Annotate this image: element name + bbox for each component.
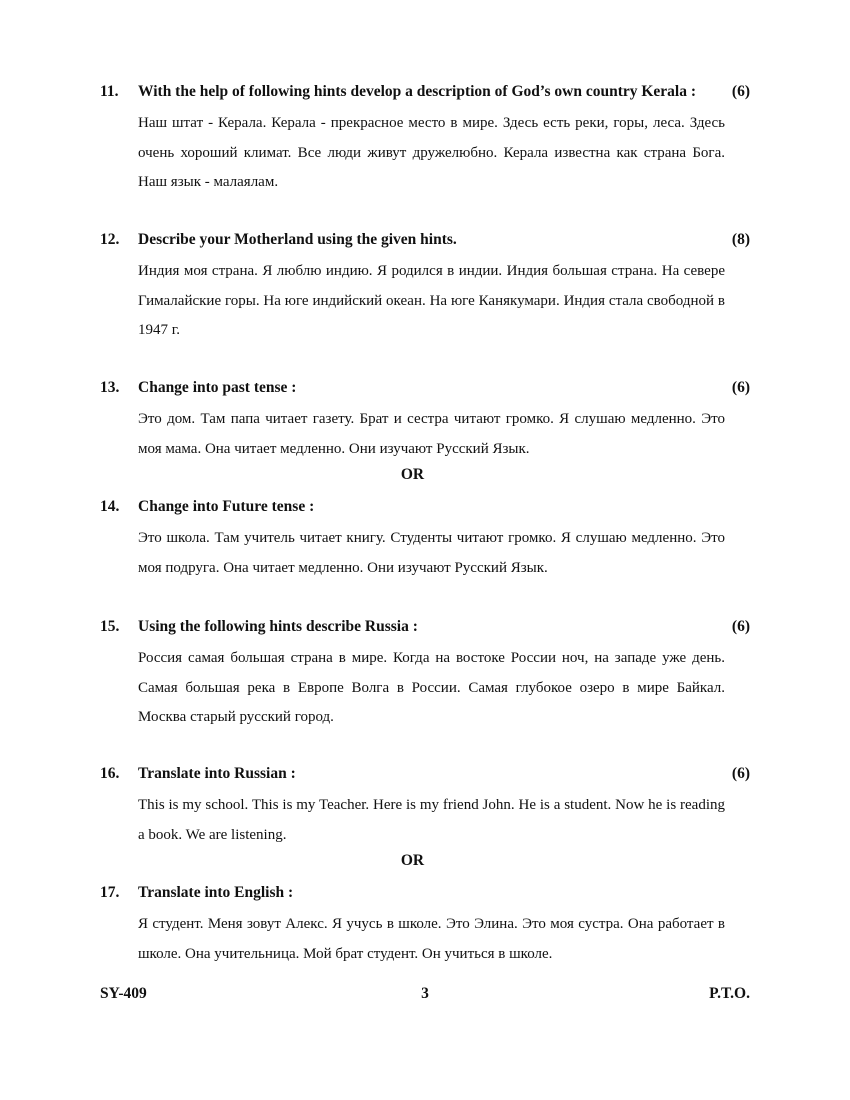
pto-label: P.T.O. (709, 985, 750, 1002)
question-body: Я студент. Меня зовут Алекс. Я учусь в школе. Это Элина. Это моя сустра. Она работает в школе. Она учительница. Мой брат студент. Он учиться в школе. (138, 916, 725, 962)
question-marks: (6) (731, 618, 750, 635)
question-11 (100, 80, 750, 198)
question-body: Россия самая большая страна в мире. Когда на востоке России ноч, на западе уже день. Самая большая река в Европе Волга в России. Самая глубокое озеро в мире Байкал. Москва старый русский город. (138, 650, 725, 725)
question-marks: (6) (731, 379, 750, 396)
question-16 (100, 762, 750, 850)
question-header (100, 376, 750, 400)
question-title: Change into Future tense : (138, 498, 315, 515)
question-number: 12. (100, 231, 120, 248)
or-separator: OR (400, 852, 425, 869)
question-marks: (8) (731, 231, 750, 248)
question-header (100, 762, 750, 786)
question-header (100, 80, 750, 104)
question-number: 17. (100, 884, 120, 901)
question-17 (100, 881, 750, 969)
question-body: Это дом. Там папа читает газету. Брат и сестра читают громко. Я слушаю медленно. Это моя мама. Она читает медленно. Они изучают Русский Язык. (138, 411, 725, 457)
question-title: Change into past tense : (138, 379, 297, 396)
question-header (100, 881, 750, 905)
question-header (100, 495, 750, 519)
question-header (100, 615, 750, 639)
question-title: Translate into English : (138, 884, 294, 901)
question-body: Это школа. Там учитель читает книгу. Студенты читают громко. Я слушаю медленно. Это моя подруга. Она читает медленно. Они изучают Русский Язык. (138, 530, 725, 576)
question-title: Translate into Russian : (138, 765, 296, 782)
question-title: Using the following hints describe Russia : (138, 618, 418, 635)
question-12 (100, 228, 750, 346)
question-number: 14. (100, 498, 120, 515)
or-separator: OR (400, 466, 425, 483)
question-number: 13. (100, 379, 120, 396)
question-title: Describe your Motherland using the given hints. (138, 231, 457, 248)
question-14 (100, 495, 750, 583)
paper-code: SY-409 (100, 985, 147, 1002)
question-body: Индия моя страна. Я люблю индию. Я родился в индии. Индия большая страна. На севере Гималайские горы. На юге индийский океан. На юге Канякумари. Индия стала свободной в 1947 г. (138, 263, 725, 338)
question-number: 11. (100, 83, 119, 100)
question-13 (100, 376, 750, 464)
question-number: 16. (100, 765, 120, 782)
question-body: Наш штат - Керала. Керала - прекрасное место в мире. Здесь есть реки, горы, леса. Здесь очень хороший климат. Все люди живут дружелюбно. Керала известна как страна Бога. Наш язык - малаялам. (138, 115, 725, 190)
question-15 (100, 615, 750, 733)
question-header (100, 228, 750, 252)
question-number: 15. (100, 618, 120, 635)
question-body: This is my school. This is my Teacher. Here is my friend John. He is a student. Now he is reading a book. We are listening. (138, 797, 725, 843)
question-title: With the help of following hints develop a description of God’s own country Kerala : (138, 83, 697, 100)
question-marks: (6) (731, 83, 750, 100)
question-marks: (6) (731, 765, 750, 782)
page-number: 3 (421, 985, 429, 1002)
